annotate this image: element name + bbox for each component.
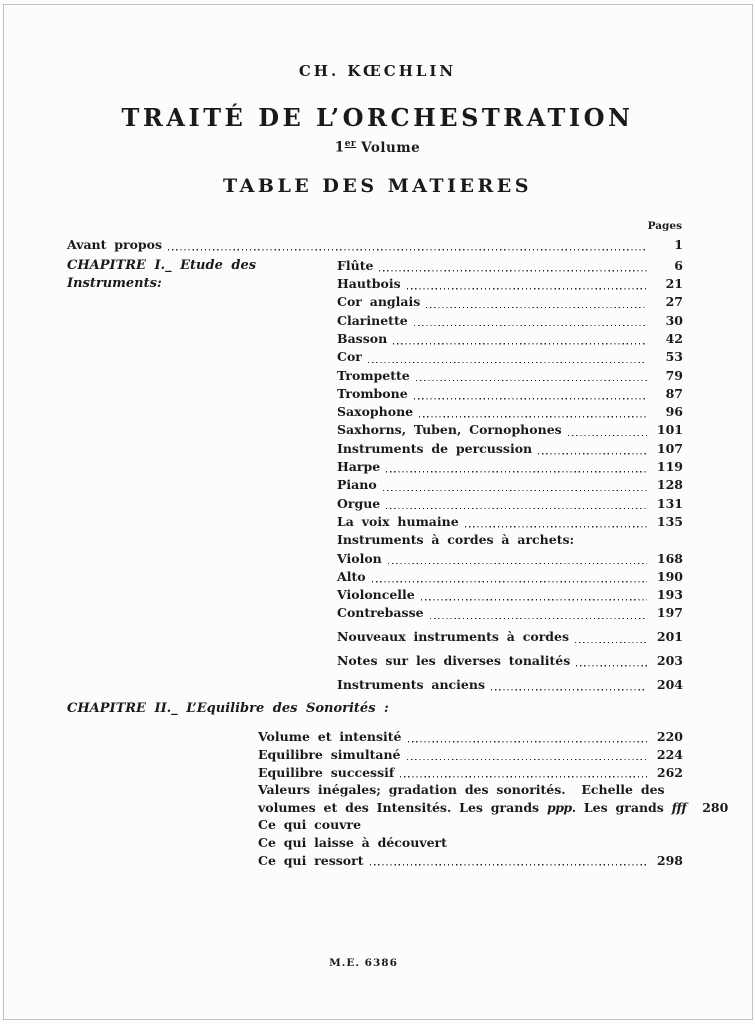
- toc-entry-label: Notes sur les diverses tonalités: [337, 653, 571, 669]
- toc-entry-label: Equilibre simultané: [258, 747, 401, 763]
- toc-entry-page: 131: [656, 495, 683, 511]
- toc-entry-page: 298: [656, 852, 683, 868]
- toc-entry-label: Ce qui couvre: [258, 817, 362, 833]
- toc-entry-label: Violon: [337, 550, 382, 566]
- toc-entry-label: Piano: [337, 477, 377, 493]
- dot-leader: [414, 322, 647, 326]
- dot-leader: [368, 359, 647, 363]
- dynamics-ppp: ppp: [546, 799, 572, 815]
- toc-row: [337, 513, 683, 531]
- toc-entry-page: 30: [665, 312, 683, 328]
- toc-row: [337, 403, 683, 421]
- dot-leader: [407, 286, 647, 290]
- toc-entry-label: Trombone: [337, 385, 408, 401]
- toc-row: [337, 676, 683, 694]
- toc-entry-page: 197: [656, 605, 683, 621]
- toc-row: [337, 586, 683, 604]
- toc-entry-label: Violoncelle: [337, 587, 415, 603]
- dot-leader: [370, 862, 648, 866]
- toc-entry-label: Equilibre successif: [258, 764, 395, 780]
- dot-leader: [407, 756, 648, 760]
- toc-row: [258, 764, 683, 782]
- toc-entry-page: 1: [674, 237, 683, 252]
- dot-leader: [430, 615, 647, 619]
- toc-entry-page: 119: [656, 459, 683, 475]
- toc-entry-label: Basson: [337, 330, 388, 346]
- dot-leader: [426, 304, 647, 308]
- dot-leader: [393, 341, 647, 345]
- toc-entry-label: Hautbois: [337, 276, 401, 292]
- toc-entry-label: [258, 799, 686, 817]
- dynamics-text-pre: volumes et des Intensités. Les grands: [258, 799, 547, 815]
- toc-row: [258, 746, 683, 764]
- dot-leader: [465, 524, 647, 528]
- dot-leader: [419, 414, 647, 418]
- toc-entry-page: 96: [665, 404, 683, 420]
- toc-entry-label: Instruments de percussion: [337, 440, 533, 456]
- toc-entry-label: Ce qui laisse à découvert: [258, 834, 447, 850]
- dot-leader: [416, 377, 647, 381]
- toc-entry-page: 203: [656, 653, 683, 669]
- dot-leader: [491, 687, 647, 691]
- dot-leader: [386, 469, 647, 473]
- dot-leader: [386, 505, 647, 509]
- toc-row: [337, 495, 683, 513]
- toc-row: [337, 604, 683, 622]
- toc-entry-page: 42: [665, 330, 683, 346]
- toc-row: [337, 421, 683, 439]
- volume-word: Volume: [361, 139, 421, 156]
- chapter1-heading: CHAPITRE I._ Etude des Instruments:: [67, 257, 257, 292]
- toc-entry-page: 204: [656, 676, 683, 692]
- dynamics-fff: fff: [671, 799, 687, 815]
- toc-row: [337, 531, 683, 549]
- dot-leader: [421, 597, 647, 601]
- volume-ordinal-suffix: er: [344, 139, 357, 149]
- book-title: TRAITÉ DE L’ORCHESTRATION: [121, 103, 634, 132]
- dot-leader: [538, 451, 647, 455]
- toc-row: [337, 652, 683, 670]
- dot-leader: [388, 560, 647, 564]
- toc-row: [337, 330, 683, 348]
- toc-entry-label: Ce qui ressort: [258, 852, 364, 868]
- toc-entry-page: 262: [656, 764, 683, 780]
- toc-entry-page: 53: [665, 349, 683, 365]
- dot-leader: [576, 663, 647, 667]
- toc-entry-label: Volume et intensité: [258, 729, 402, 745]
- toc-entry-page: 135: [656, 513, 683, 529]
- toc-row: [337, 367, 683, 385]
- author-name: CH. KŒCHLIN: [298, 62, 457, 80]
- toc-entry-label: Cor: [337, 349, 362, 365]
- pages-column-header: Pages: [647, 220, 682, 232]
- toc-entry-label: Contrebasse: [337, 605, 424, 621]
- toc-row-avant-propos: [67, 236, 683, 254]
- toc-entry-label: Clarinette: [337, 312, 408, 328]
- toc-entry-label: Avant propos: [67, 237, 163, 252]
- dot-leader: [414, 396, 647, 400]
- toc-entry-label: Instruments anciens: [337, 676, 485, 692]
- plate-number: M.E. 6386: [329, 957, 398, 969]
- chapter2-entries: [258, 728, 729, 869]
- toc-entry-label: Nouveaux instruments à cordes: [337, 629, 570, 645]
- volume-line: [0, 139, 755, 156]
- dot-leader: [372, 579, 647, 583]
- dot-leader: [379, 268, 647, 272]
- toc-entry-page: 280: [702, 799, 729, 815]
- table-of-contents-title: TABLE DES MATIERES: [223, 175, 532, 197]
- toc-row: [337, 385, 683, 403]
- toc-entry-label: Instruments à cordes à archets:: [337, 532, 575, 548]
- toc-entry-label: Trompette: [337, 367, 410, 383]
- toc-entry-label: Flûte: [337, 257, 374, 273]
- toc-entry-page: 201: [656, 629, 683, 645]
- toc-entry-page: 224: [656, 747, 683, 763]
- toc-row: [258, 728, 683, 746]
- toc-row: [337, 568, 683, 586]
- dynamics-text-mid: . Les grands: [571, 799, 672, 815]
- toc-entry-page: 6: [674, 257, 683, 273]
- dot-leader: [168, 247, 647, 251]
- toc-row: [337, 458, 683, 476]
- dot-leader: [575, 639, 647, 643]
- chapter1-block: [67, 257, 683, 694]
- toc-entry-label: La voix humaine: [337, 513, 459, 529]
- table-of-contents: [67, 220, 729, 869]
- toc-entry-label: Alto: [337, 568, 366, 584]
- toc-entry-page: 27: [665, 294, 683, 310]
- toc-row: [337, 348, 683, 366]
- toc-entry-page: 128: [656, 477, 683, 493]
- toc-entry-page: 101: [656, 422, 683, 438]
- volume-number: 1: [334, 139, 345, 156]
- chapter2-heading: CHAPITRE II._ L’Equilibre des Sonorités :: [67, 701, 389, 717]
- toc-row: [258, 834, 683, 852]
- toc-entry-label: Valeurs inégales; gradation des sonorités. Echelle des: [258, 782, 665, 798]
- toc-row: [337, 257, 683, 275]
- toc-row: [337, 275, 683, 293]
- toc-entry-label: Cor anglais: [337, 294, 421, 310]
- toc-row: [258, 781, 683, 799]
- toc-row-dynamics: [258, 799, 729, 817]
- toc-row: [337, 628, 683, 646]
- dot-leader: [383, 487, 647, 491]
- toc-entry-label: Saxophone: [337, 404, 414, 420]
- toc-row: [337, 476, 683, 494]
- chapter2-entries-part1: [258, 728, 683, 798]
- toc-entry-page: 107: [656, 440, 683, 456]
- toc-entry-page: 190: [656, 568, 683, 584]
- toc-entry-page: 193: [656, 587, 683, 603]
- toc-entry-page: 220: [656, 729, 683, 745]
- dot-leader: [408, 739, 648, 743]
- toc-row: [258, 816, 683, 834]
- toc-entry-page: 87: [665, 385, 683, 401]
- toc-row: [337, 440, 683, 458]
- chapter2-entries-part2: [258, 816, 683, 869]
- toc-entry-page: 21: [665, 276, 683, 292]
- toc-entry-label: Saxhorns, Tuben, Cornophones: [337, 422, 562, 438]
- toc-row: [337, 312, 683, 330]
- chapter1-entries: [337, 257, 683, 694]
- toc-entry-label: Harpe: [337, 459, 381, 475]
- chapter2-block: [67, 700, 729, 869]
- toc-row: [258, 852, 683, 870]
- toc-entry-page: 79: [665, 367, 683, 383]
- toc-entry-page: 168: [656, 550, 683, 566]
- dot-leader: [400, 774, 647, 778]
- dot-leader: [568, 432, 647, 436]
- toc-row: [337, 293, 683, 311]
- toc-entry-label: Orgue: [337, 495, 381, 511]
- toc-row: [337, 550, 683, 568]
